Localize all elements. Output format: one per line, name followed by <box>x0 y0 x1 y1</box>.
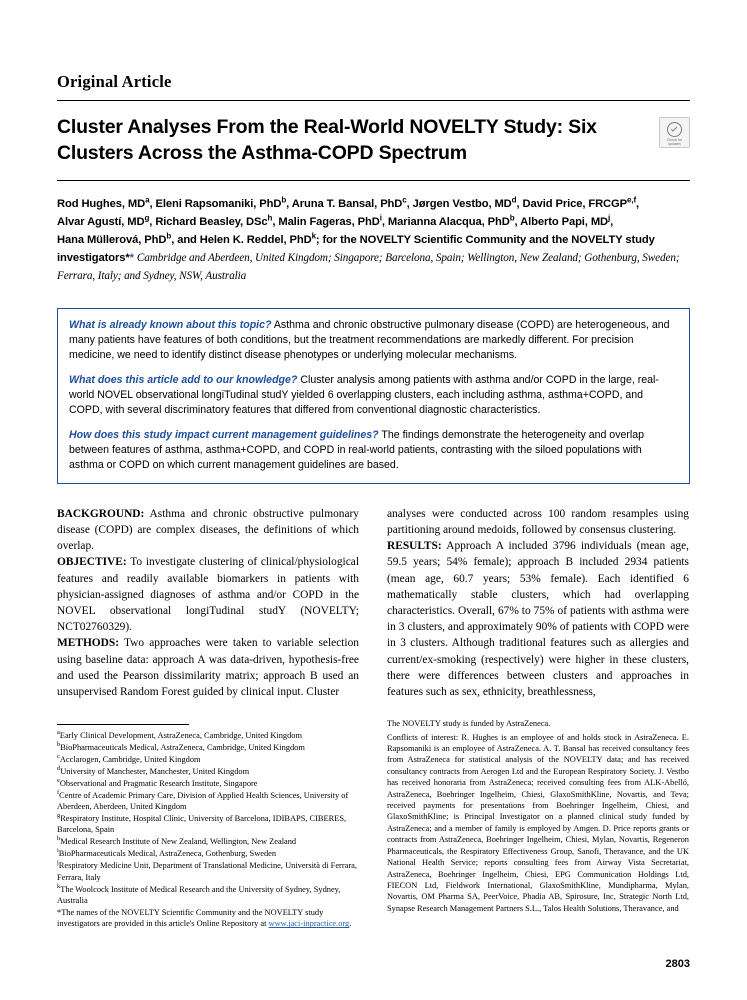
affiliation-cities: Cambridge and Aberdeen, United Kingdom; Singapore; Barcelona, Spain; Wellington, New Zealand; Gothenburg, Sweden; Ferrara, Italy; and Sydney, NSW, Australia <box>57 252 680 283</box>
highlight-question: How does this study impact current management guidelines? <box>69 428 379 441</box>
affiliation-note: $^a$Early Clinical Development, AstraZeneca, Cambridge, United Kingdom <box>57 729 302 741</box>
abstract-text: To investigate clustering of clinical/physiological features and readily available biomarkers in patients with physician-assigned diagnoses of asthma and/or COPD in the NOVEL observational longiTudinal studY (NOVELTY; NCT02760329). <box>57 556 359 634</box>
author-line-1: Rod Hughes, $MD^a$, Eleni Rapsomaniki, PhD$^b$, Aruna T. Bansal, PhD$^c$, Jørgen Vestbo, $MD^d$, David Price, FRCGP$^{e,f}$, <box>57 195 640 210</box>
affiliation-note: $^h$Medical Research Institute of New Zealand, Wellington, New Zealand <box>57 835 297 847</box>
title-row <box>57 115 690 167</box>
author-line-4-text: investigators* <box>57 252 130 265</box>
highlight-text: The findings demonstrate the heterogeneity and overlap between features of asthma, asthma+COPD, and COPD in real-world patients, contrasting with the siloed populations with asthma or COPD on which current management guidelines are based. <box>69 428 645 471</box>
abstract-paragraph <box>57 506 359 555</box>
page-content <box>57 72 690 930</box>
author-line-2: Alvar Agustí, $MD^g$, Richard Beasley, DSc$^h$, Malin Fageras, PhD$^i$, Marianna Alacqua, PhD$^b$, Alberto Papi, $MD^j$, <box>57 213 614 228</box>
highlight-item <box>69 318 678 363</box>
asterisk-marker: * <box>129 252 134 265</box>
check-icon <box>667 122 682 137</box>
abstract-label: OBJECTIVE: <box>57 556 127 569</box>
abstract-paragraph <box>57 554 359 635</box>
abstract <box>57 506 690 700</box>
abstract-label: BACKGROUND: <box>57 507 145 520</box>
abstract-text: Two approaches were taken to variable selection using baseline data: approach A was data-driven, hypothesis-free and used the Pearson dissimilarity matrix; approach B used an unsupervised Random Forest guided by clinical input. Cluster <box>57 637 359 698</box>
page-title: Cluster Analyses From the Real-World NOVELTY Study: Six Clusters Across the Asthma-COPD Spectrum <box>57 116 597 164</box>
page-number: 2803 <box>665 958 690 970</box>
abstract-text: Approach A included 3796 individuals (mean age, 59.5 years; 54% female); approach B included 2934 patients (mean age, 60.7 years; 53% female). Each identified 6 mathematically stable clusters, which had overlapping characteristics. Overall, 67% to 75% of patients with asthma were in 3 clusters, and approximately 90% of patients with COPD were in 3 clusters. Although traditional features such as allergies and current/ex-smoking (respectively) were higher in these clusters, there were differences between clusters and approaches in features such as sex, ethnicity, breathlessness, <box>387 540 689 698</box>
author-list <box>57 195 690 286</box>
affiliation-note: $^j$Respiratory Medicine Unit, Department of Translational Medicine, Università di Ferrara, Ferrara, Italy <box>57 859 357 882</box>
abstract-text: analyses were conducted across 100 random resamples using partitioning around medoids, followed by consensus clustering. <box>387 507 689 537</box>
abstract-label: RESULTS: <box>387 540 442 553</box>
highlight-question: What does this article add to our knowledge? <box>69 373 298 386</box>
footnote-divider <box>57 724 189 725</box>
abstract-paragraph <box>387 538 689 700</box>
affiliation-note: $^c$Acclarogen, Cambridge, United Kingdom <box>57 753 201 764</box>
author-line-3: Hana Müllerová, PhD$^b$, and Helen K. Reddel, PhD$^k$; for the NOVELTY Scientific Community and the NOVELTY study <box>57 231 655 247</box>
affiliation-note: $^i$BioPharmaceuticals Medical, AstraZeneca, Gothenburg, Sweden <box>57 847 277 859</box>
abstract-column-left <box>57 506 359 700</box>
affiliation-note: $^d$University of Manchester, Manchester, United Kingdom <box>57 765 250 776</box>
footnotes <box>57 718 690 930</box>
article-type-label: Original Article <box>57 72 172 91</box>
abstract-column-right <box>387 506 689 700</box>
abstract-paragraph <box>57 635 359 700</box>
funding-note: The NOVELTY study is funded by AstraZeneca. <box>387 719 551 729</box>
crossmark-badge[interactable] <box>659 117 690 148</box>
abstract-text: Asthma and chronic obstructive pulmonary disease (COPD) are complex diseases, the definitions of which overlap. <box>57 507 359 553</box>
footnote-column-right <box>387 718 689 930</box>
affiliation-note: $^g$Respiratory Institute, Hospital Clínic, University of Barcelona, IDIBAPS, CIBERES, Barcelona, Spain <box>57 812 347 835</box>
conflicts-note: Conflicts of interest: R. Hughes is an employee of and holds stock in AstraZeneca. E. Rapsomaniki is an employee of AstraZeneca. A. T. Bansal has received consultancy fees from AstraZeneca for statistical analysis of the NOVELTY data; and has received consultancy contracts from Aerogen Ltd and the European Respiratory Society. J. Vestbo has received honoraria from AstraZeneca; received consulting fees from ALK-Abelló, AstraZeneca, Boehringer Ingelheim, Chiesi, GlaxoSmithKline, Novartis, and Teva; received payments for presentations from Boehringer Ingelheim, Chiesi, and GlaxoSmithKline; is Principal Investigator on a planned clinical study funded by AstraZeneca; and a member of family is employed by Amgen. D. Price reports grants or contracts from AstraZeneca, Boehringer Ingelheim, Chiesi, Mylan, Novartis, Regeneron Pharmaceuticals, the Respiratory Effectiveness Group, Sanofi, Theravance, and the UK National Health Service; reports consulting fees from Airway Vista Secretariat, AstraZeneca, Boehringer Ingelheim, Chiesi, EPG Communication Holdings Ltd, FIECON Ltd, Fieldwork International, GlaxoSmithKline, Mundipharma, Mylan, Novartis, OM Pharma SA, PeerVoice, Phadia AB, Spirosure, Inc, Strategic North Ltd, Synapse Research Management Partners S.L., Talos Health Solutions, Theravance, and <box>387 732 689 913</box>
affiliation-note: $^e$Observational and Pragmatic Research Institute, Singapore <box>57 776 258 788</box>
divider-top <box>57 100 690 101</box>
highlight-text: Cluster analysis among patients with asthma and/or COPD in the large, real-world NOVEL observational longiTudinal studY yielded 6 overlapping clusters, each including asthma, asthma+COPD, and COPD, with several discriminatory features that differed from conventional diagnostic characteristics. <box>69 373 659 416</box>
affiliation-note: $^f$Centre of Academic Primary Care, Division of Applied Health Sciences, University of Aberdeen, Aberdeen, United Kingdom <box>57 788 349 812</box>
abstract-label: METHODS: <box>57 637 120 650</box>
highlight-item <box>69 373 678 418</box>
highlight-question: What is already known about this topic? <box>69 318 272 331</box>
highlight-text: Asthma and chronic obstructive pulmonary disease (COPD) are heterogeneous, and many patients have features of both conditions, but the treatment recommendations are markedly different. For precision medicine, we need to identify distinct disease phenotypes or underlying molecular mechanisms. <box>69 318 670 361</box>
key-messages-box <box>57 308 690 484</box>
crossmark-label: Check for updates <box>666 138 683 147</box>
divider-mid <box>57 180 690 181</box>
author-line-4 <box>57 249 690 285</box>
affiliation-note: $^k$The Woolcock Institute of Medical Research and the University of Sydney, Sydney, Australia <box>57 882 341 905</box>
highlight-item <box>69 428 678 473</box>
investigators-note[interactable]: *The names of the NOVELTY Scientific Community and the NOVELTY study investigators are provided in this article's Online Repository at www.jaci-inpractice.org. <box>57 907 352 929</box>
footnote-column-left <box>57 718 359 930</box>
abstract-paragraph <box>387 506 689 538</box>
affiliation-note: $^b$BioPharmaceuticals Medical, AstraZeneca, Cambridge, United Kingdom <box>57 741 305 752</box>
